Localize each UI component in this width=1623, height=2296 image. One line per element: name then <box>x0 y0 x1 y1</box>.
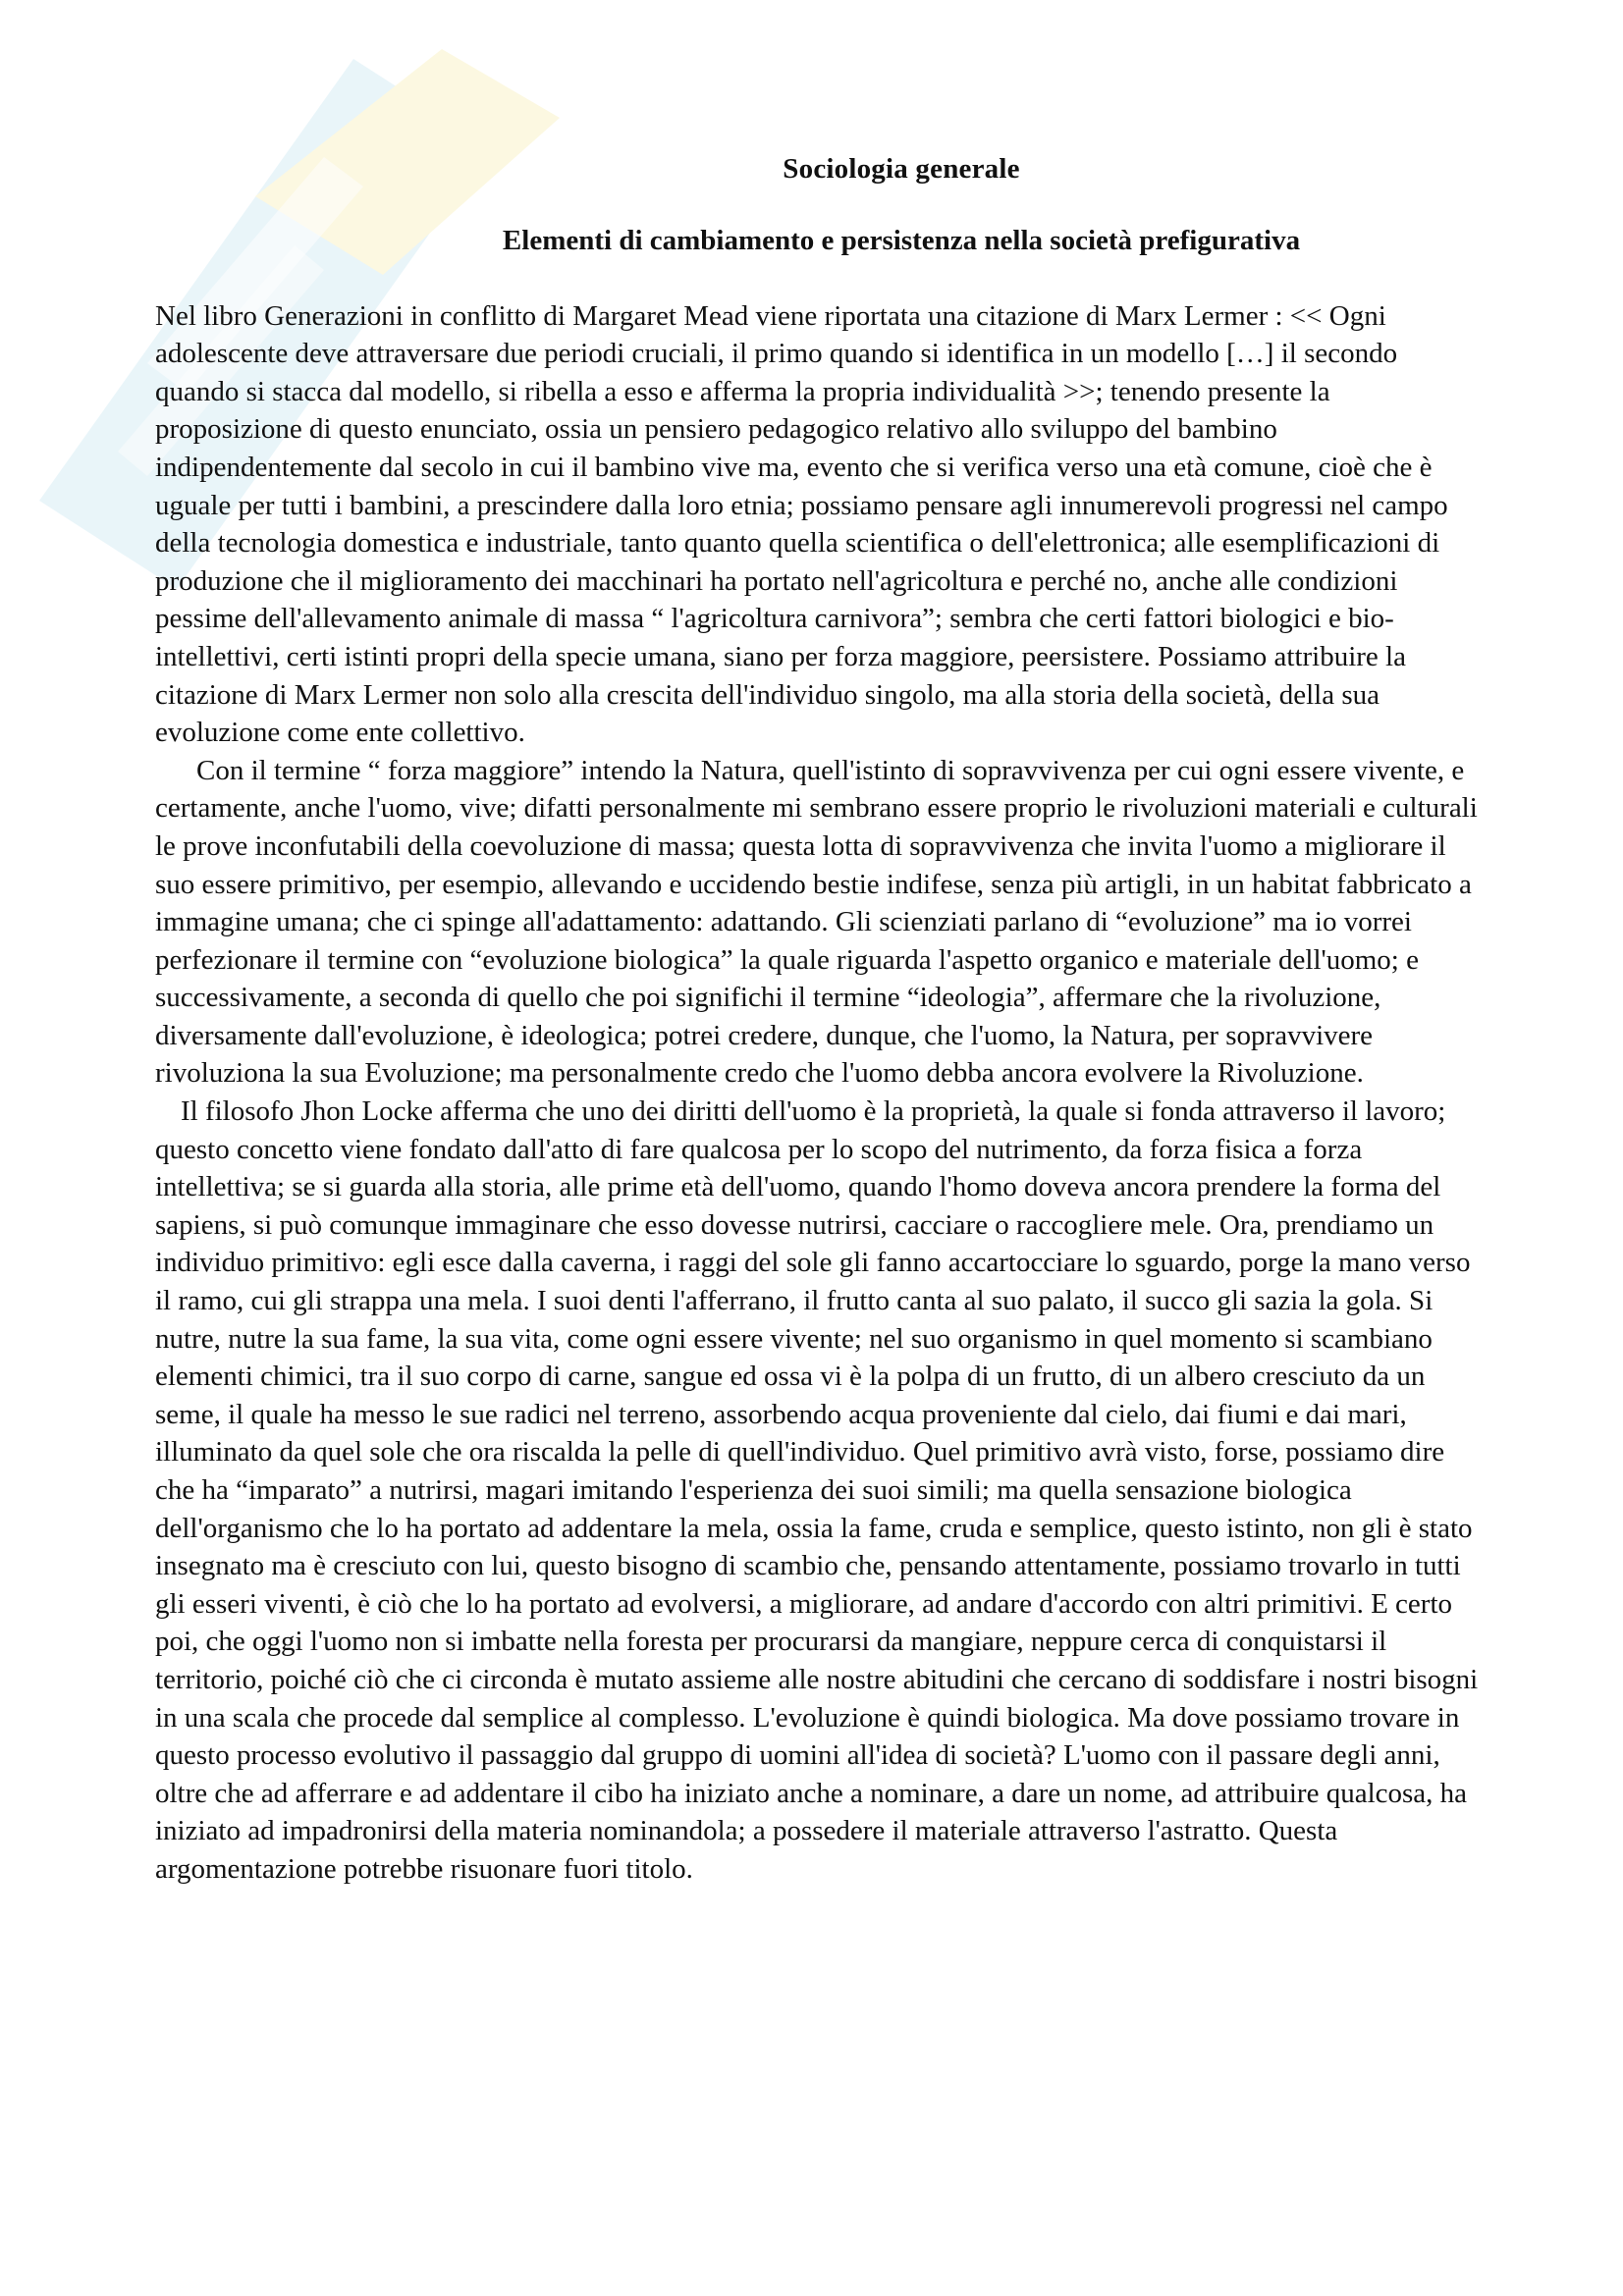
paragraph-intro: Nel libro Generazioni in conflitto di Margaret Mead viene riportata una citazione di Marx Lermer : << Ogni adolescente deve attraversare due periodi cruciali, il primo quando si identifica in un modello […] il secondo quando si stacca dal modello, si ribella a esso e afferma la propria individualità >>; tenendo presente la proposizione di questo enunciato, ossia un pensiero pedagogico relativo allo sviluppo del bambino indipendentemente dal secolo in cui il bambino vive ma, evento che si verifica verso una età comune, cioè che è uguale per tutti i bambini, a prescindere dalla loro etnia; possiamo pensare agli innumerevoli progressi nel campo della tecnologia domestica e industriale, tanto quanto quella scientifica o dell'elettronica; alle esemplificazioni di produzione che il miglioramento dei macchinari ha portato nell'agricoltura e perché no, anche alle condizioni pessime dell'allevamento animale di massa “ l'agricoltura carnivora”; sembra che certi fattori biologici e bio-intellettivi, certi istinti propri della specie umana, siano per forza maggiore, peersistere. Possiamo attribuire la citazione di Marx Lermer non solo alla crescita dell'individuo singolo, ma alla storia della società, della sua evoluzione come ente collettivo. <box>155 299 1448 749</box>
paragraph-locke: Il filosofo Jhon Locke afferma che uno dei diritti dell'uomo è la proprietà, la quale si fonda attraverso il lavoro; questo concetto viene fondato dall'atto di fare qualcosa per lo scopo del nutrimento, da forza fisica a forza intellettiva; se si guarda alla storia, alle prime età dell'uomo, quando l'homo doveva ancora prendere la forma del sapiens, si può comunque immaginare che esso dovesse nutrirsi, cacciare o raccogliere mele. Ora, prendiamo un individuo primitivo: egli esce dalla caverna, i raggi del sole gli fanno accartocciare lo sguardo, porge la mano verso il ramo, cui gli strappa una mela. I suoi denti l'afferrano, il frutto canta al suo palato, il succo gli sazia la gola. Si nutre, nutre la sua fame, la sua vita, come ogni essere vivente; nel suo organismo in quel momento si scambiano elementi chimici, tra il suo corpo di carne, sangue ed ossa vi è la polpa di un frutto, di un albero cresciuto da un seme, il quale ha messo le sue radici nel terreno, assorbendo acqua proveniente dal cielo, dai fiumi e dai mari, illuminato da quel sole che ora riscalda la pelle di quell'individuo. Quel primitivo avrà visto, forse, possiamo dire che ha “imparato” a nutrirsi, magari imitando l'esperienza dei suoi simili; ma quella sensazione biologica dell'organismo che lo ha portato ad addentare la mela, ossia la fame, cruda e semplice, questo istinto, non gli è stato insegnato ma è cresciuto con lui, questo bisogno di scambio che, pensando attentamente, possiamo trovarlo in tutti gli esseri viventi, è ciò che lo ha portato ad evolversi, a migliorare, ad andare d'accordo con altri primitivi. E certo poi, che oggi l'uomo non si imbatte nella foresta per procurarsi da mangiare, neppure cerca di conquistarsi il territorio, poiché ciò che ci circonda è mutato assieme alle nostre abitudini che cercano di soddisfare i nostri bisogni in una scala che procede dal semplice al complesso. L'evoluzione è quindi biologica. Ma dove possiamo trovare in questo processo evolutivo il passaggio dal gruppo di uomini all'idea di società? L'uomo con il passare degli anni, oltre che ad afferrare e ad addentare il cibo ha iniziato anche a nominare, a dare un nome, ad attribuire qualcosa, ha iniziato ad impadronirsi della materia nominandola; a possedere il materiale attraverso l'astratto. Questa argomentazione potrebbe risuonare fuori titolo. <box>155 1095 1479 1885</box>
course-subject: Sociologia generale <box>783 153 1020 185</box>
essay-title: Elementi di cambiamento e persistenza nella società prefigurativa <box>502 224 1301 256</box>
document-page <box>155 152 1481 1889</box>
paragraph-forza-maggiore: Con il termine “ forza maggiore” intendo la Natura, quell'istinto di sopravvivenza per cui ogni essere vivente, e certamente, anche l'uomo, vive; difatti personalmente mi sembrano essere proprio le rivoluzioni materiali e culturali le prove inconfutabili della coevoluzione di massa; questa lotta di sopravvivenza che invita l'uomo a migliorare il suo essere primitivo, per esempio, allevando e uccidendo bestie indifese, senza più artigli, in un habitat fabbricato a immagine umana; che ci spinge all'adattamento: adattando. Gli scienziati parlano di “evoluzione” ma io vorrei perfezionare il termine con “evoluzione biologica” la quale riguarda l'aspetto organico e materiale dell'uomo; e successivamente, a seconda di quello che poi significhi il termine “ideologia”, affermare che la rivoluzione, diversamente dall'evoluzione, è ideologica; potrei credere, dunque, che l'uomo, la Natura, per sopravvivere rivoluziona la sua Evoluzione; ma personalmente credo che l'uomo debba ancora evolvere la Rivoluzione. <box>155 754 1478 1090</box>
